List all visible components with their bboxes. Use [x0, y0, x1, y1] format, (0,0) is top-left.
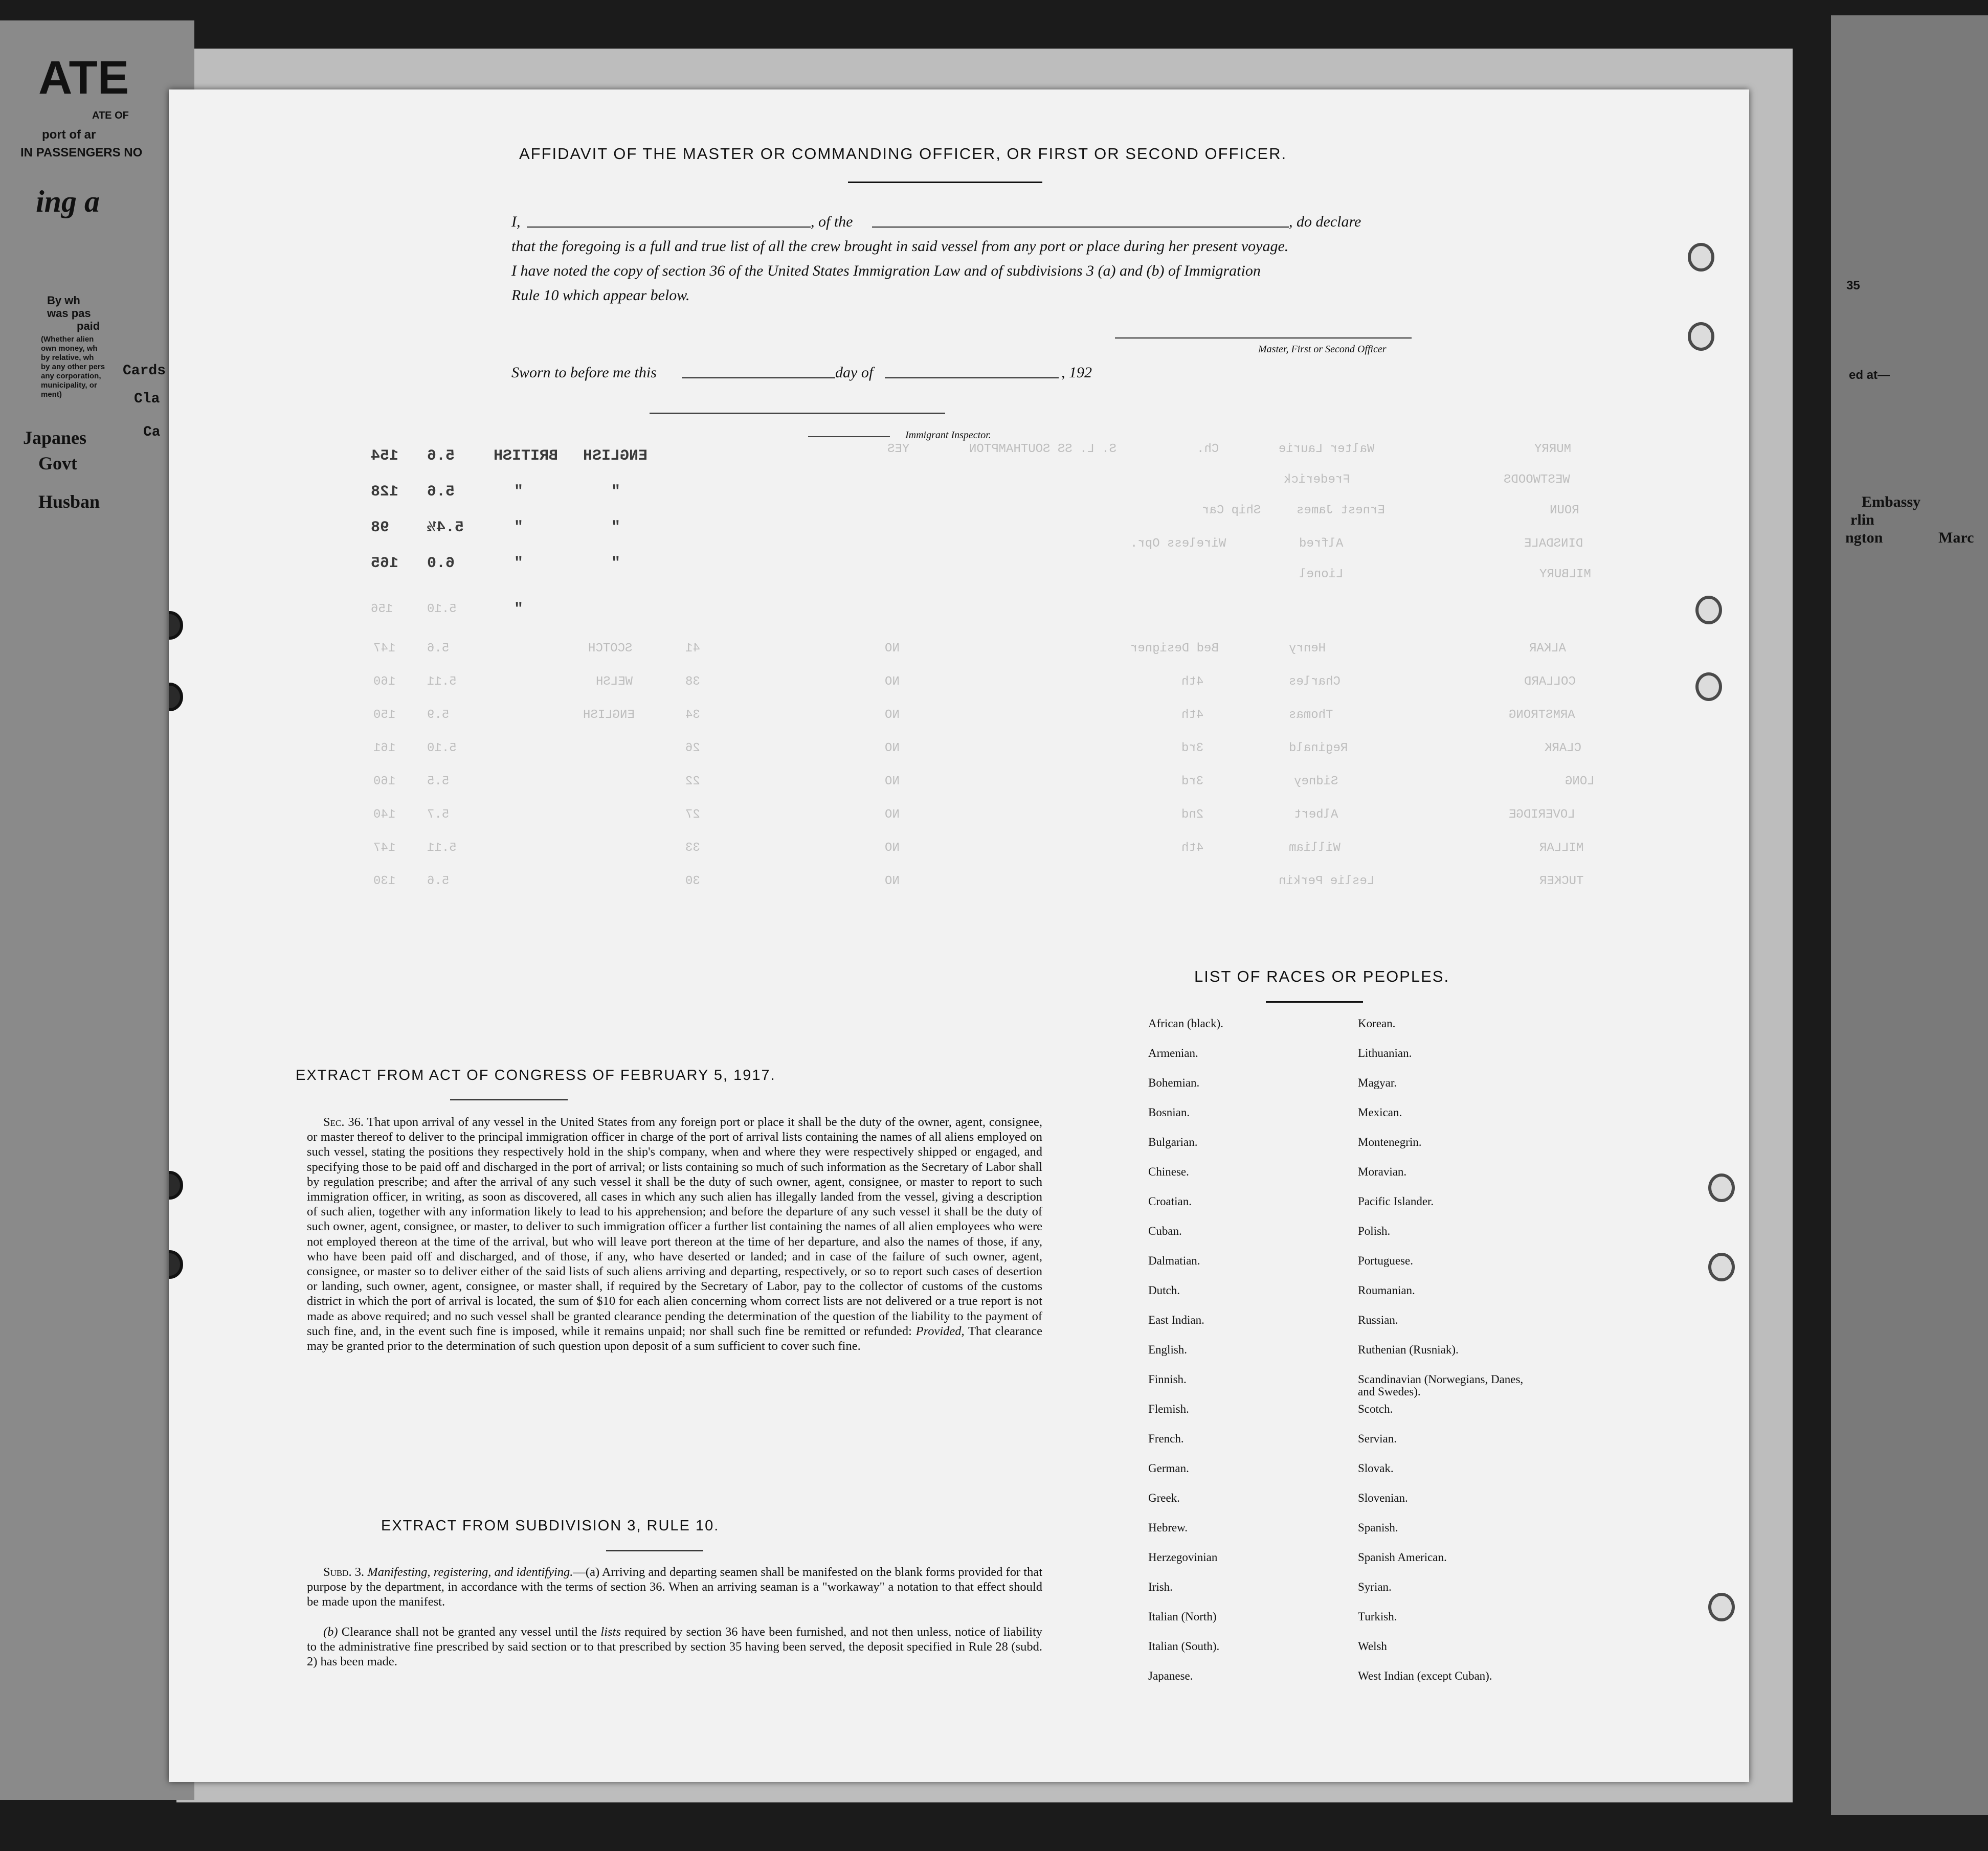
ghost-text: LOVERIDGE	[1509, 808, 1575, 822]
ghost-text: ROUN	[1550, 504, 1579, 517]
ghost-text: MILLAR	[1539, 841, 1584, 855]
fragment: by any other pers	[41, 363, 105, 371]
race-item: Servian.	[1358, 1432, 1397, 1445]
ghost-text: COLLARD	[1524, 675, 1576, 689]
ghost-text: Bed Designer	[1130, 642, 1219, 656]
punch-hole	[1708, 1173, 1735, 1202]
races-list-left	[1148, 1018, 1223, 1700]
fragment: ATE	[38, 52, 129, 104]
race-item: African (black).	[1148, 1017, 1223, 1030]
race-item: Spanish American.	[1358, 1551, 1447, 1564]
fragment: Cards	[123, 363, 166, 379]
ghost-text: Albert	[1294, 808, 1338, 822]
ghost-text: NO	[885, 642, 900, 656]
race-item: Italian (North)	[1148, 1610, 1217, 1623]
race-item: Lithuanian.	[1358, 1047, 1412, 1059]
ghost-text: "	[514, 519, 524, 536]
subd-label: Subd. 3.	[323, 1565, 365, 1579]
extract-act-title: EXTRACT FROM ACT OF CONGRESS OF FEBRUARY 5, 1917.	[296, 1067, 776, 1083]
ghost-text: 5.6	[427, 447, 455, 465]
ghost-text: 5.5	[427, 775, 450, 788]
ghost-text: WESTWOODS	[1504, 473, 1570, 487]
fragment: rlin	[1850, 511, 1874, 528]
punch-hole	[169, 683, 183, 711]
ghost-text: Alfred	[1299, 537, 1344, 551]
race-item: Moravian.	[1358, 1165, 1407, 1178]
ghost-text: 147	[373, 841, 396, 855]
ghost-text: 5.6	[427, 642, 450, 656]
race-item: German.	[1148, 1462, 1189, 1475]
ghost-text: 140	[373, 808, 396, 822]
race-item: Dalmatian.	[1148, 1254, 1200, 1267]
race-item: Italian (South).	[1148, 1640, 1220, 1653]
extract-rule-rule	[606, 1550, 703, 1551]
ghost-text: 22	[685, 775, 700, 788]
fragment: port of ar	[42, 128, 96, 142]
ghost-text: 5.9	[427, 708, 450, 722]
fragment: Ca	[143, 424, 161, 440]
para-b-label: (b)	[323, 1625, 338, 1639]
ghost-text: 3rd	[1181, 775, 1204, 788]
race-item: Montenegrin.	[1358, 1136, 1422, 1148]
ghost-text: 41	[685, 642, 700, 656]
fragment: Embassy	[1862, 493, 1921, 510]
race-item: Bohemian.	[1148, 1076, 1200, 1089]
para-b-part2: required by section 36 have been furnished, and not then unless, notice of liability to the administrative fine prescribed by said section or to that prescribed by section 35 having been served, the deposit specified in Rule 28 (subd. 2) has been made.	[307, 1625, 1043, 1669]
race-item: West Indian (except Cuban).	[1358, 1669, 1492, 1682]
ghost-text: Leslie Perkin	[1279, 874, 1375, 888]
race-item: Irish.	[1148, 1581, 1173, 1593]
ghost-text: "	[611, 519, 621, 536]
punch-hole	[1695, 672, 1722, 701]
section-label: Sec. 36.	[323, 1115, 364, 1129]
inspector-short-line	[808, 436, 890, 437]
ghost-text: 98	[371, 519, 390, 536]
race-item: Japanese.	[1148, 1669, 1193, 1682]
race-item: Bulgarian.	[1148, 1136, 1198, 1148]
race-item: Mexican.	[1358, 1106, 1402, 1119]
ghost-text: 5.6	[427, 483, 455, 501]
ghost-text: NO	[885, 741, 900, 755]
document-page	[169, 89, 1749, 1782]
ghost-text: Henry	[1289, 642, 1326, 656]
ghost-text: NO	[885, 775, 900, 788]
race-item: Greek.	[1148, 1492, 1180, 1504]
ghost-text: 27	[685, 808, 700, 822]
master-label: Master, First or Second Officer	[1258, 344, 1387, 355]
fragment: ing a	[36, 185, 100, 218]
sworn-end: , 192	[1061, 364, 1092, 381]
ghost-text: 5.11	[427, 841, 457, 855]
ghost-text: 160	[373, 775, 396, 788]
sworn-start: Sworn to before me this	[511, 364, 657, 381]
ghost-text: 161	[373, 741, 396, 755]
ghost-text: 2nd	[1181, 808, 1204, 822]
affidavit-line1-mid: , of the	[811, 213, 853, 230]
race-item: Korean.	[1358, 1017, 1396, 1030]
ghost-text: Frederick	[1284, 473, 1350, 487]
ghost-text: Wireless Opr.	[1130, 537, 1226, 551]
race-item: Slovenian.	[1358, 1492, 1408, 1504]
ghost-text: 5.6	[427, 874, 450, 888]
races-rule	[1266, 1001, 1363, 1003]
race-item: Spanish.	[1358, 1521, 1398, 1534]
ghost-text: 30	[685, 874, 700, 888]
proviso-rest: That clearance may be granted prior to the determination of such question upon deposit of a sum sufficient to cover such fine.	[307, 1324, 1042, 1353]
ghost-text: NO	[885, 874, 900, 888]
inspector-label: Immigrant Inspector.	[905, 430, 991, 441]
fragment: By wh	[47, 294, 80, 307]
ghost-text: 5.11	[427, 675, 457, 689]
fragment: Cla	[134, 391, 160, 407]
ghost-text: 38	[685, 675, 700, 689]
race-item: Slovak.	[1358, 1462, 1394, 1475]
extract-act-rule	[450, 1099, 568, 1100]
ghost-text: 34	[685, 708, 700, 722]
subd-para-a: —(a) Arriving and departing seamen shall be manifested on the blank forms provided for that purpose by the department, in accordance with the terms of section 36. When an arriving seaman is a "workaway" a notation to that effect should be made upon the manifest.	[307, 1565, 1043, 1609]
ghost-text: MILBURY	[1539, 568, 1591, 581]
underlying-sheet-left	[0, 20, 194, 1800]
race-item: Polish.	[1358, 1225, 1391, 1237]
ghost-text: Walter Laurie	[1279, 442, 1375, 456]
ghost-text: "	[514, 483, 524, 501]
section-body: That upon arrival of any vessel in the United States from any foreign port or place it shall be the duty of the owner, agent, consignee, or master thereof to deliver to the principal immigration officer in charge of the port of arrival lists containing the names of all aliens employed on such vessel, stating the positions they respectively hold in the ship's company, when and where they were respectively shipped or engaged, and specifying those to be paid off and discharged in the port of arrival; or lists containing so much of such information as the Secretary of Labor shall by regulation prescribe; and after the arrival of any such vessel it shall be the duty of such owner, agent, consignee, or master to report to such immigration officer, in writing, as soon as discovered, all cases in which any such alien has illegally landed from the vessel, giving a description of such alien, together with any information likely to lead to his apprehension; and before the departure of any such vessel it shall be the duty of such owner, agent, consignee, or master, to deliver to such immigration officer a further list containing the names of all alien employees who were not employed thereon at the time of the arrival, but who will leave port thereon at the time of her departure, and also the names of those, if any, who have been paid off and discharged, and of those, if any, who have deserted or landed; and in case of the failure of such owner, agent, consignee, or master so to deliver either of the said lists of such aliens arriving and departing, respectively, or so to report such cases of desertion or landing, such owner, agent, consignee, or master shall, if required by the Secretary of Labor, pay to the collector of customs of the customs district in which the port of arrival is located, the sum of $10 for each alien concerning whom correct lists are not delivered or a true report is not made as above required; and no such vessel shall be granted clearance pending the determination of the question of the liability to the payment of such fine, and, in the event such fine is imposed, while it remains unpaid; nor shall such fine be remitted or refunded:	[307, 1115, 1042, 1338]
fragment: 35	[1846, 279, 1860, 292]
ghost-text: 130	[373, 874, 396, 888]
para-b-lists: lists	[600, 1625, 621, 1639]
fragment: Husban	[38, 491, 100, 512]
fragment: ATE OF	[92, 110, 129, 121]
ghost-text: Ernest James	[1297, 504, 1385, 517]
ghost-text: William	[1289, 841, 1341, 855]
ghost-text: 160	[373, 675, 396, 689]
ghost-text: "	[514, 601, 524, 618]
race-item: East Indian.	[1148, 1314, 1204, 1326]
race-item: Herzegovinian	[1148, 1551, 1218, 1564]
punch-hole	[1688, 322, 1714, 351]
punch-hole	[169, 1171, 183, 1200]
name-blank	[527, 227, 811, 228]
race-item: Scotch.	[1358, 1403, 1393, 1415]
punch-hole	[169, 1250, 183, 1279]
race-item: Syrian.	[1358, 1581, 1392, 1593]
ghost-text: BRITISH	[494, 447, 559, 465]
race-item: Turkish.	[1358, 1610, 1397, 1623]
ghost-text: TUCKER	[1539, 874, 1584, 888]
sworn-mid: day of	[835, 364, 874, 381]
ghost-text: 26	[685, 741, 700, 755]
race-item: Scandinavian (Norwegians, Danes, and Swedes).	[1358, 1373, 1524, 1398]
ghost-text: Reginald	[1289, 741, 1348, 755]
ghost-text: ENGLISH	[583, 447, 648, 465]
fragment: ment)	[41, 390, 62, 399]
ghost-text: 5.10	[427, 602, 457, 616]
ghost-text: WELSH	[596, 675, 633, 689]
race-item: English.	[1148, 1343, 1188, 1356]
ghost-text: Ch.	[1197, 442, 1219, 456]
fragment: Govt	[38, 453, 77, 473]
punch-hole	[1708, 1253, 1735, 1281]
race-item: Pacific Islander.	[1358, 1195, 1434, 1208]
race-item: French.	[1148, 1432, 1184, 1445]
race-item: Armenian.	[1148, 1047, 1198, 1059]
ghost-text: YES	[887, 442, 910, 456]
race-item: Finnish.	[1148, 1373, 1187, 1386]
ghost-text: 147	[373, 642, 396, 656]
races-title: LIST OF RACES OR PEOPLES.	[1194, 967, 1450, 985]
ghost-text: 150	[373, 708, 396, 722]
ghost-text: NO	[885, 708, 900, 722]
race-item: Chinese.	[1148, 1165, 1189, 1178]
race-item: Flemish.	[1148, 1403, 1189, 1415]
ghost-text: CLARK	[1545, 741, 1582, 755]
race-item: Russian.	[1358, 1314, 1398, 1326]
affidavit-line4: Rule 10 which appear below.	[511, 287, 690, 304]
race-item: Hebrew.	[1148, 1521, 1188, 1534]
fragment: ngton	[1845, 529, 1883, 546]
inspector-signature-line	[650, 413, 945, 414]
ghost-text: 4th	[1181, 841, 1204, 855]
punch-hole	[169, 611, 183, 640]
fragment: by relative, wh	[41, 353, 94, 362]
ghost-text: "	[514, 555, 524, 572]
ghost-text: S. L. SS SOUTHAMPTON	[969, 442, 1117, 456]
race-item: Welsh	[1358, 1640, 1387, 1653]
ghost-text: 4th	[1181, 708, 1204, 722]
section-36-paragraph	[307, 1115, 1042, 1353]
extract-rule-title: EXTRACT FROM SUBDIVISION 3, RULE 10.	[381, 1518, 720, 1534]
ghost-text: 5.4½	[427, 519, 464, 536]
ghost-text: DINSDALE	[1524, 537, 1583, 551]
vessel-blank	[872, 227, 1289, 228]
proviso-word: Provided,	[915, 1324, 965, 1338]
day-blank	[682, 377, 835, 378]
punch-hole	[1688, 243, 1714, 272]
ghost-text: 5.10	[427, 741, 457, 755]
month-blank	[885, 377, 1059, 378]
fragment: municipality, or	[41, 381, 97, 390]
ghost-text: Ship Car	[1202, 504, 1261, 517]
ghost-text: 3rd	[1181, 741, 1204, 755]
subdivision-3a-paragraph	[307, 1565, 1042, 1610]
fragment: Marc	[1938, 529, 1974, 546]
ghost-text: 4th	[1181, 675, 1204, 689]
fragment: (Whether alien	[41, 335, 94, 344]
affidavit-line1-start: I,	[511, 213, 521, 230]
ghost-text: Sidney	[1294, 775, 1338, 788]
race-item: Magyar.	[1358, 1076, 1397, 1089]
master-signature-line	[1115, 337, 1412, 338]
ghost-text: NO	[885, 808, 900, 822]
ghost-text: 6.0	[427, 555, 455, 572]
race-item: Bosnian.	[1148, 1106, 1190, 1119]
para-b-part1: Clearance shall not be granted any vessel until the	[341, 1625, 597, 1639]
title-rule	[848, 182, 1042, 183]
ghost-text: Charles	[1289, 675, 1341, 689]
races-list-right	[1358, 1018, 1527, 1700]
affidavit-title: AFFIDAVIT OF THE MASTER OR COMMANDING OFFICER, OR FIRST OR SECOND OFFICER.	[519, 145, 1287, 163]
ghost-text: ALKAR	[1529, 642, 1567, 656]
ghost-text: Lionel	[1299, 568, 1344, 581]
subdivision-3b-paragraph	[307, 1624, 1042, 1669]
ghost-text: MURRY	[1534, 442, 1572, 456]
subd-heading: Manifesting, registering, and identifying.	[367, 1565, 573, 1579]
fragment: was pas	[47, 307, 91, 320]
ghost-text: NO	[885, 675, 900, 689]
ghost-text: NO	[885, 841, 900, 855]
ghost-text: "	[611, 555, 621, 572]
ghost-text: SCOTCH	[588, 642, 633, 656]
ghost-text: ENGLISH	[583, 708, 635, 722]
fragment: any corporation,	[41, 372, 101, 380]
ghost-text: 5.7	[427, 808, 450, 822]
ghost-text: ARMSTRONG	[1509, 708, 1575, 722]
ghost-text: "	[611, 483, 621, 501]
ghost-text: 165	[371, 555, 399, 572]
ghost-text: 128	[371, 483, 399, 501]
race-item: Ruthenian (Rusniak).	[1358, 1343, 1459, 1356]
race-item: Croatian.	[1148, 1195, 1192, 1208]
affidavit-line3: I have noted the copy of section 36 of the United States Immigration Law and of subdivisions 3 (a) and (b) of Immigration	[511, 262, 1261, 279]
fragment: Japanes	[23, 427, 87, 448]
fragment: paid	[77, 320, 100, 332]
race-item: Cuban.	[1148, 1225, 1182, 1237]
race-item: Dutch.	[1148, 1284, 1180, 1297]
ghost-text: 33	[685, 841, 700, 855]
affidavit-line1-end: , do declare	[1289, 213, 1361, 230]
punch-hole	[1695, 596, 1722, 624]
ghost-text: 154	[371, 447, 399, 465]
race-item: Portuguese.	[1358, 1254, 1413, 1267]
ghost-text: 156	[371, 602, 393, 616]
race-item: Roumanian.	[1358, 1284, 1415, 1297]
ghost-text: LONG	[1565, 775, 1595, 788]
fragment: IN PASSENGERS NO	[20, 146, 143, 160]
affidavit-line2: that the foregoing is a full and true list of all the crew brought in said vessel from any port or place during her present voyage.	[511, 238, 1289, 255]
punch-hole	[1708, 1593, 1735, 1621]
ghost-text: Thomas	[1289, 708, 1333, 722]
fragment: ed at—	[1849, 368, 1890, 382]
fragment: own money, wh	[41, 344, 98, 353]
